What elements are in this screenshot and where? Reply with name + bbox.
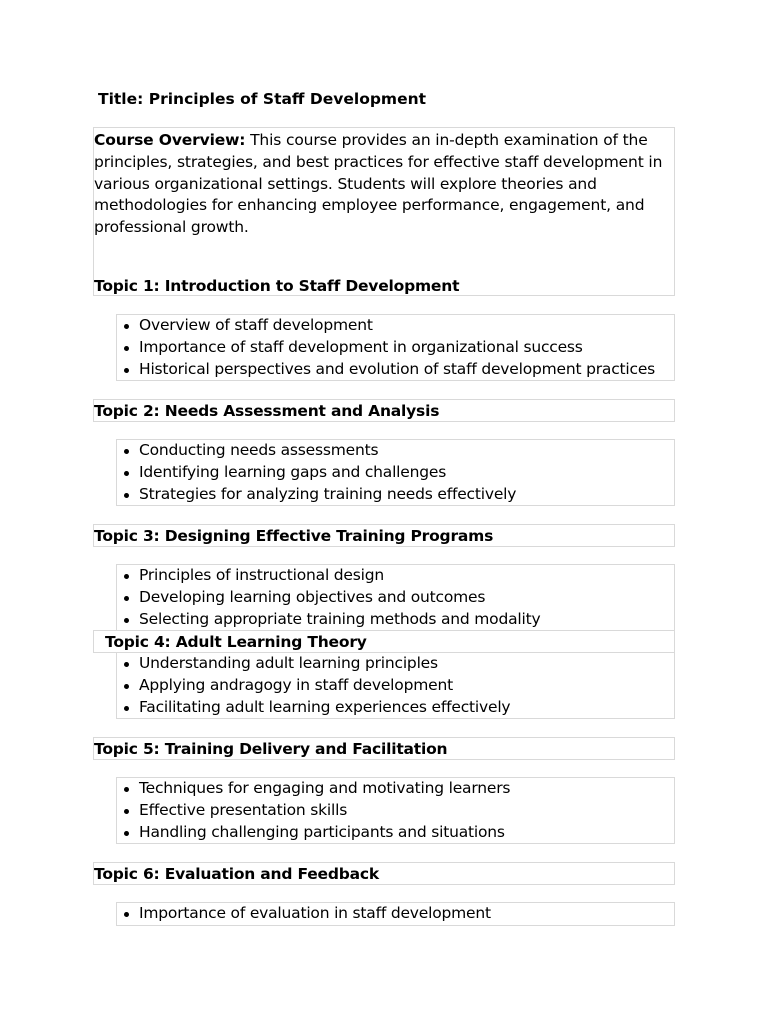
list-item-text: Identifying learning gaps and challenges [139,462,447,481]
topic-2-list [117,440,674,505]
list-item-text: Principles of instructional design [139,566,384,584]
topic-4-heading: Topic 4: Adult Learning Theory [105,633,367,651]
list-item-text: Effective presentation skills [139,800,348,819]
bullet-icon [124,684,129,689]
bullet-icon [124,471,129,476]
document-title: Title: Principles of Staff Development [98,90,427,108]
list-item [117,697,674,719]
topic-5-heading-box [93,737,675,760]
topic-6-heading-box [93,862,675,885]
list-item [117,609,674,631]
list-item-text: Overview of staff development [139,316,373,334]
list-item-text: Facilitating adult learning experiences effectively [139,697,511,716]
topic-6-list [117,903,674,925]
list-item-text: Applying andragogy in staff development [139,675,453,694]
list-item [117,903,674,925]
list-item [117,440,674,462]
list-item [117,565,674,587]
bullet-icon [124,596,129,601]
topic-3-heading: Topic 3: Designing Effective Training Programs [94,527,494,545]
list-item-text: Historical perspectives and evolution of staff development practices [139,359,656,378]
list-item [117,653,674,675]
topic-4-list [117,653,674,718]
bullet-icon [124,912,129,917]
course-overview-label: Course Overview: [94,131,246,149]
list-item [117,484,674,506]
bullet-icon [124,809,129,814]
topic-5-heading: Topic 5: Training Delivery and Facilitation [94,740,448,758]
topic-3-heading-box [93,524,675,547]
bullet-icon [124,574,129,579]
list-item [117,822,674,844]
topic-4-heading-box [93,630,675,653]
topic-2-heading-box [93,399,675,422]
list-item-text: Handling challenging participants and situations [139,822,505,841]
topic-5-list [117,778,674,843]
bullet-icon [124,662,129,667]
topic-6-list-box [116,902,675,926]
list-item-text: Importance of evaluation in staff development [139,904,491,922]
topic-2-heading: Topic 2: Needs Assessment and Analysis [94,402,440,420]
list-item-text: Techniques for engaging and motivating learners [139,779,511,797]
bullet-icon [124,493,129,498]
course-overview-text: This course provides an in-depth examination of the principles, strategies, and best practices for effective staff development in various organizational settings. Students will explore theories and methodologies for enhancing employee performance, engagement, and professional growth. [94,131,663,237]
list-item-text: Selecting appropriate training methods and modality [139,609,541,628]
list-item-text: Developing learning objectives and outcomes [139,587,486,606]
topic-6-heading: Topic 6: Evaluation and Feedback [94,865,380,883]
list-item [117,462,674,484]
list-item-text: Strategies for analyzing training needs effectively [139,484,517,503]
bullet-icon [124,346,129,351]
list-item [117,337,674,359]
topic-5-list-box [116,777,675,844]
bullet-icon [124,706,129,711]
topic-3-list-box [116,564,675,631]
list-item-text: Understanding adult learning principles [139,654,438,672]
topic-1-heading: Topic 1: Introduction to Staff Development [94,277,460,295]
bullet-icon [124,368,129,373]
course-overview-section [93,127,675,296]
list-item [117,587,674,609]
list-item [117,359,674,381]
course-overview-paragraph [94,130,672,239]
list-item [117,778,674,800]
topic-3-list [117,565,674,630]
list-item-text: Importance of staff development in organizational success [139,337,583,356]
topic-1-list-box [116,314,675,381]
list-item-text: Conducting needs assessments [139,441,379,459]
list-item [117,315,674,337]
list-item [117,675,674,697]
bullet-icon [124,618,129,623]
topic-2-list-box [116,439,675,506]
list-item [117,800,674,822]
topic-4-list-box [116,652,675,719]
bullet-icon [124,831,129,836]
topic-1-list [117,315,674,380]
bullet-icon [124,449,129,454]
bullet-icon [124,787,129,792]
bullet-icon [124,324,129,329]
